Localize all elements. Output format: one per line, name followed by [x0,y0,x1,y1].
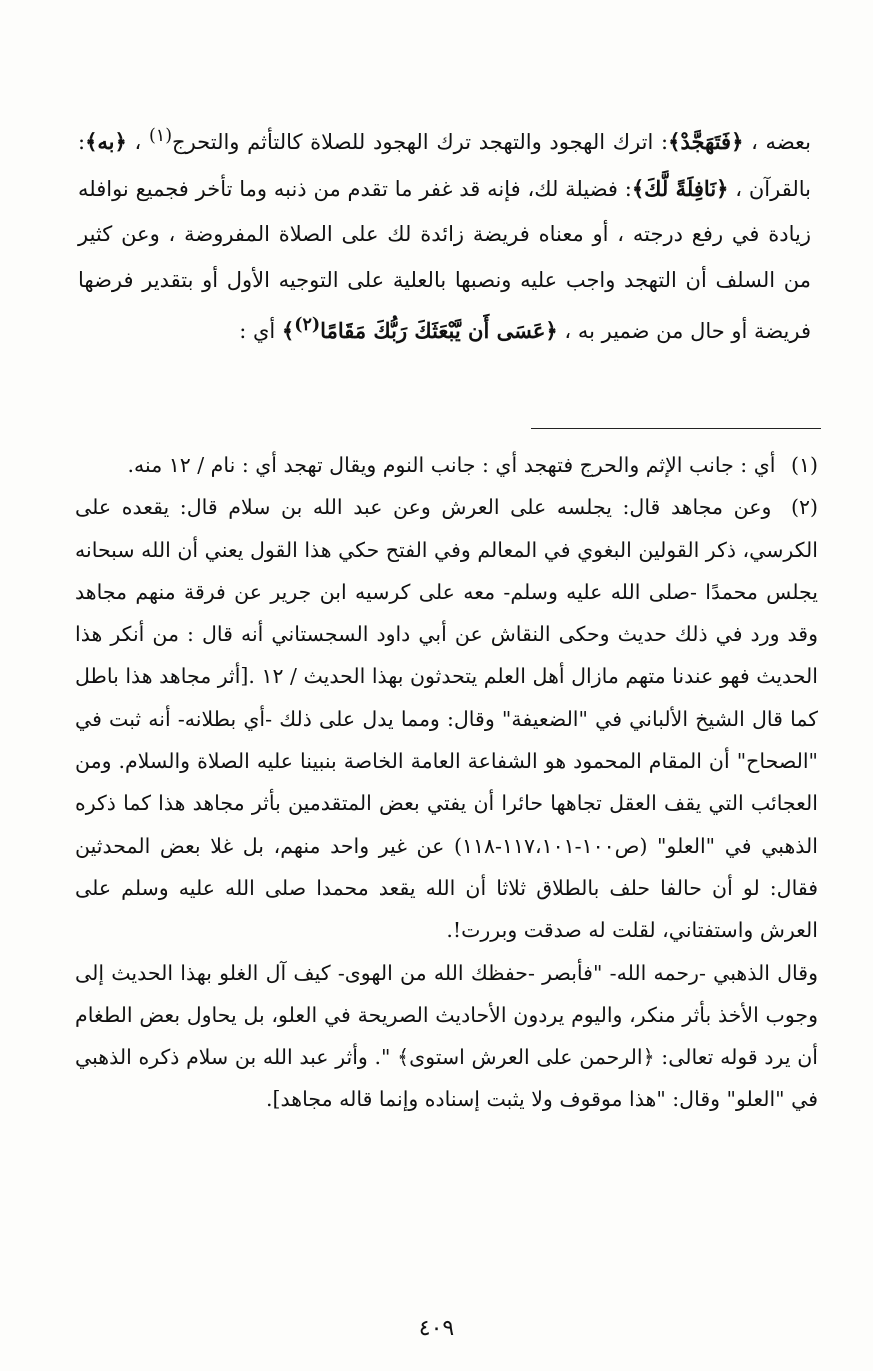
quran-quote: ﴿فَتَهَجَّدْ﴾ [668,129,744,154]
text-segment: : اترك الهجود والتهجد ترك الهجود للصلاة كالتأثم والتحرج [172,130,669,154]
quran-quote-end: ﴾ [281,318,295,343]
text-segment: أي : [239,319,282,343]
footnote-2 [75,486,818,951]
text-segment: ، [126,130,149,154]
footnote-ref[interactable]: (٢) [294,315,321,335]
text-segment: بعضه ، [743,130,812,154]
quran-quote: ﴿نَافِلَةً لَّكَ﴾ [631,175,729,201]
footnote-text: وعن مجاهد قال: يجلسه على العرش وعن عبد الله بن سلام قال: يقعده على الكرسي، ذكر القولين البغوي في المعالم وفي الفتح حكي هذا القول يعني أن الله سبحانه يجلس محمدًا -صلى الله عليه وسلم- معه على كرسيه ابن جرير عن فرقة منهم مجاهد وقد ورد في ذلك حديث وحكى النقاش عن أبي داود السجستاني أنه قال : من أنكر هذا الحديث فهو عندنا متهم مازال أهل العلم يتحدثون بهذا الحديث / ١٢ .[أثر مجاهد هذا باطل كما قال الشيخ الألباني في "الضعيفة" وقال: ومما يدل على ذلك -أي بطلانه- أنه ثبت في "الصحاح" أن المقام المحمود هو الشفاعة العامة الخاصة بنبينا عليه الصلاة والسلام. ومن العجائب التي يقف العقل تجاهها حائرا أن يفتي بعض المتقدمين بأثر مجاهد هذا كما ذكره الذهبي في "العلو" (ص١٠٠-١١٧،١٠١-١١٨) عن غير واحد منهم، بل غلا بعض المحدثين فقال: لو أن حالفا حلف بالطلاق ثلاثا أن الله يقعد محمدا صلى الله عليه وسلم على العرش واستفتاني، لقلت له صدقت وبررت!. [75,495,818,943]
text-segment: : بالقرآن ، [78,130,811,201]
footnote-number: (١) [790,453,818,477]
main-text [78,114,811,355]
page-number: ٤٠٩ [418,1316,455,1341]
footnote-ref[interactable]: (١) [148,126,173,146]
quran-quote: ﴿به﴾ [85,129,127,154]
footnote-2-continued: وقال الذهبي -رحمه الله- "فأبصر -حفظك الله من الهوى- كيف آل الغلو بهذا الحديث إلى وجوب الأخذ بأثر منكر، واليوم يردون الأحاديث الصريحة في العلو، بل يحاول بعض الطغام أن يرد قوله تعالى: ﴿الرحمن على العرش استوى﴾ ". وأثر عبد الله بن سلام ذكره الذهبي في "العلو" وقال: "هذا موقوف ولا يثبت إسناده وإنما قاله مجاهد]. [75,960,818,1112]
text-segment: : فضيلة لك، فإنه قد غفر ما تقدم من ذنبه وما تأخر فجميع نوافله زيادة في رفع درجته ، أو معناه فريضة زائدة لك على الصلاة المفروضة ، وعن كثير من السلف أن التهجد واجب عليه ونصبها بالعلية على التوجيه الأول أو بتقدير فرضها فريضة أو حال من ضمير به ، [78,176,811,343]
main-paragraph [78,114,811,355]
footnote-separator [531,428,821,429]
footnote-number: (٢) [790,495,818,520]
quran-quote: ﴿عَسَى أَن يَّبْعَثَكَ رَبُّكَ مَقَامًا [320,318,558,343]
footnotes [75,444,818,1121]
footnote-text: أي : جانب الإثم والحرج فتهجد أي : جانب النوم ويقال تهجد أي : نام / ١٢ منه. [127,453,776,477]
footnote-1 [75,444,818,486]
